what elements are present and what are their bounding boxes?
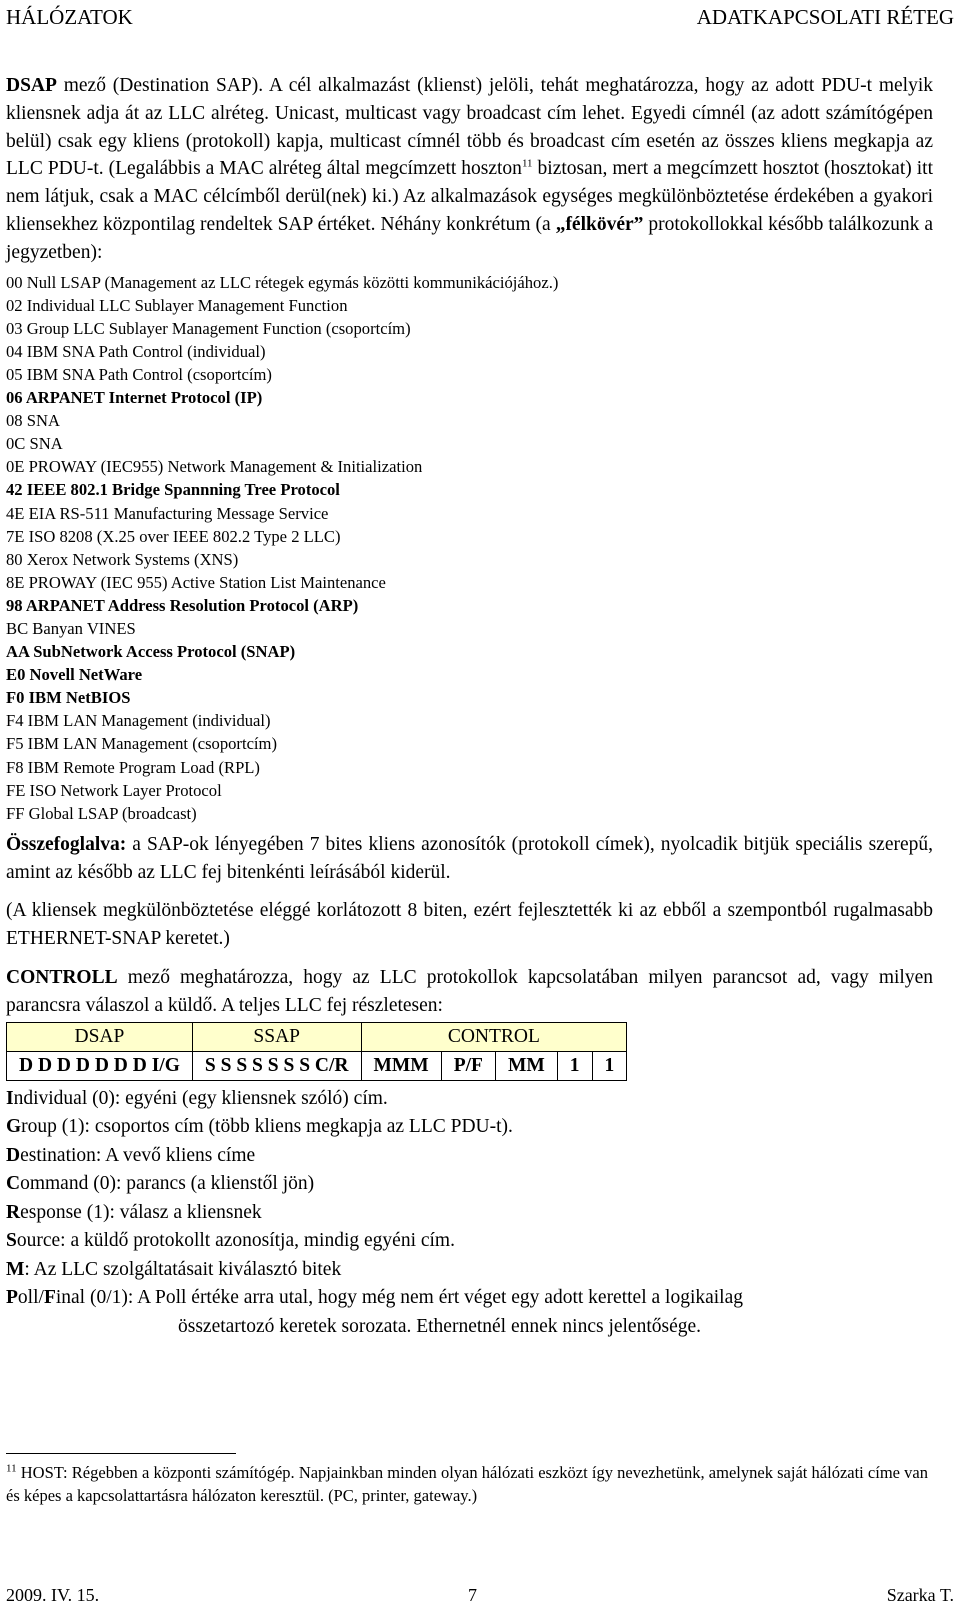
footnote-text: HOST: Régebben a központi számítógép. Napjainkban minden olyan hálózati eszközt így nevezhetünk, amelynek saját hálózati címe van és képes a kapcsolattartásra hálózaton keresztül. (PC, printer, gateway.) bbox=[6, 1463, 928, 1505]
sap-list-item: 80 Xerox Network Systems (XNS) bbox=[6, 549, 239, 569]
def-key: D bbox=[6, 1144, 21, 1166]
field-definitions bbox=[6, 1085, 933, 1342]
sap-list-item: FE ISO Network Layer Protocol bbox=[6, 780, 222, 800]
sap-list-item: 98 ARPANET Address Resolution Protocol (ARP) bbox=[6, 595, 359, 615]
dsap-text-3: protokollokkal később találkozunk a jegyzetben): bbox=[6, 213, 933, 263]
ssap-header-cell: SSAP bbox=[192, 1022, 361, 1051]
llc-bits-row bbox=[7, 1051, 627, 1080]
footnote bbox=[6, 1462, 928, 1507]
sap-list-item: E0 Novell NetWare bbox=[6, 665, 143, 685]
def-source bbox=[6, 1227, 933, 1256]
llc-header-table bbox=[6, 1022, 627, 1081]
sap-list-item: 03 Group LLC Sublayer Management Function (csoportcím) bbox=[6, 318, 411, 338]
header-right: ADATKAPCSOLATI RÉTEG bbox=[696, 5, 954, 29]
control-pf-bit-cell: P/F bbox=[441, 1051, 495, 1080]
def-text: : Az LLC szolgáltatásait kiválasztó bitek bbox=[24, 1258, 342, 1280]
summary-paragraph bbox=[6, 831, 933, 887]
footer-page-number: 7 bbox=[468, 1585, 477, 1605]
sap-list-item: F0 IBM NetBIOS bbox=[6, 688, 131, 708]
control-m2-bits-cell: MM bbox=[495, 1051, 557, 1080]
def-key: M bbox=[6, 1258, 25, 1280]
sap-list-item: 02 Individual LLC Sublayer Management Function bbox=[6, 295, 348, 315]
bold-word: „félkövér” bbox=[555, 213, 644, 235]
sap-list-item: F4 IBM LAN Management (individual) bbox=[6, 711, 271, 731]
sap-list-item: 0C SNA bbox=[6, 434, 63, 454]
def-text: esponse (1): válasz a kliensnek bbox=[20, 1201, 262, 1223]
sap-list-item: 08 SNA bbox=[6, 411, 60, 431]
dsap-text-1: mező (Destination SAP). A cél alkalmazást (klienst) jelöli, tehát meghatározza, hogy az adott PDU-t melyik kliensnek adja át az LLC alréteg. Unicast, multicast vagy broadcast cím lehet. Egyedi címnél (az adott számítógépen belül) csak egy kliens (protokoll) kapja, multicast címnél több és broadcast cím esetén az összes kliens megkapja az LLC PDU-t. (Legalábbis a MAC alréteg által megcímzett hoszton bbox=[6, 75, 933, 180]
sap-list-item: AA SubNetwork Access Protocol (SNAP) bbox=[6, 642, 296, 662]
sap-list-item: 0E PROWAY (IEC955) Network Management & Initialization bbox=[6, 457, 423, 477]
def-individual bbox=[6, 1085, 933, 1114]
def-text: inal (0/1): A Poll értéke arra utal, hogy még nem ért véget egy adott kerettel a logikailag bbox=[55, 1287, 744, 1309]
dsap-bits-cell: D D D D D D D I/G bbox=[7, 1051, 193, 1080]
def-key: R bbox=[6, 1201, 21, 1223]
def-text: ndividual (0): egyéni (egy kliensnek szóló) cím. bbox=[13, 1087, 388, 1109]
def-command bbox=[6, 1170, 933, 1199]
def-group bbox=[6, 1113, 933, 1142]
ssap-bits-cell: S S S S S S S C/R bbox=[192, 1051, 361, 1080]
sap-value-list bbox=[6, 271, 933, 825]
control-header-cell: CONTROL bbox=[361, 1022, 627, 1051]
control-paragraph bbox=[6, 964, 933, 1020]
sap-list-item: 7E ISO 8208 (X.25 over IEEE 802.2 Type 2 LLC) bbox=[6, 526, 341, 546]
page-body bbox=[6, 72, 933, 1341]
def-key: I bbox=[6, 1087, 14, 1109]
def-key: C bbox=[6, 1173, 21, 1195]
sap-list-item: 8E PROWAY (IEC 955) Active Station List Maintenance bbox=[6, 572, 386, 592]
def-response bbox=[6, 1199, 933, 1228]
footnote-number: 11 bbox=[6, 1462, 17, 1475]
summary-term: Összefoglalva: bbox=[6, 833, 127, 855]
sap-list-item: 04 IBM SNA Path Control (individual) bbox=[6, 341, 266, 361]
def-text: estination: A vevő kliens címe bbox=[20, 1144, 256, 1166]
def-poll-final-cont: összetartozó keretek sorozata. Ethernetnél ennek nincs jelentősége. bbox=[178, 1315, 702, 1337]
snap-note: (A kliensek megkülönböztetése eléggé korlátozott 8 biten, ezért fejlesztették ki az ebből a szempontból rugalmasabb ETHERNET-SNAP keretet.) bbox=[6, 900, 933, 950]
def-key: P bbox=[6, 1287, 18, 1309]
def-m-bits bbox=[6, 1256, 933, 1285]
dsap-term: DSAP bbox=[6, 75, 57, 96]
def-text: ommand (0): parancs (a klienstől jön) bbox=[20, 1173, 315, 1195]
sap-list-item: F5 IBM LAN Management (csoportcím) bbox=[6, 734, 277, 754]
control-text: mező meghatározza, hogy az LLC protokollok kapcsolatában milyen parancsot ad, vagy milyen parancsra válaszol a küldő. A teljes LLC fej részletesen: bbox=[6, 967, 933, 1016]
llc-header-row bbox=[7, 1022, 627, 1051]
def-key: S bbox=[6, 1230, 17, 1252]
footer-author: Szarka T. bbox=[886, 1585, 954, 1605]
dsap-paragraph bbox=[6, 72, 933, 267]
sap-list-item: FF Global LSAP (broadcast) bbox=[6, 803, 197, 823]
def-key: G bbox=[6, 1116, 22, 1138]
def-text: roup (1): csoportos cím (több kliens megkapja az LLC PDU-t). bbox=[21, 1116, 513, 1138]
summary-text: a SAP-ok lényegében 7 bites kliens azonosítók (protokoll címek), nyolcadik bitjük speciális szerepű, amint az később az LLC fej bitenkénti leírásából kiderül. bbox=[6, 833, 933, 883]
def-text: ource: a küldő protokollt azonosítja, mindig egyéni cím. bbox=[16, 1230, 455, 1252]
sap-list-item: 00 Null LSAP (Management az LLC rétegek egymás közötti kommunikációjához.) bbox=[6, 272, 559, 292]
def-destination bbox=[6, 1142, 933, 1171]
sap-list-item: BC Banyan VINES bbox=[6, 618, 136, 638]
control-bit-2-cell: 1 bbox=[592, 1051, 627, 1080]
dsap-header-cell: DSAP bbox=[7, 1022, 193, 1051]
control-bit-1-cell: 1 bbox=[557, 1051, 592, 1080]
footnote-ref[interactable]: 11 bbox=[521, 157, 533, 170]
def-text: oll/ bbox=[17, 1287, 44, 1309]
sap-list-item: F8 IBM Remote Program Load (RPL) bbox=[6, 757, 260, 777]
header-left: HÁLÓZATOK bbox=[6, 5, 133, 29]
def-key: F bbox=[43, 1287, 56, 1309]
def-poll-final bbox=[6, 1284, 933, 1313]
page-header bbox=[6, 5, 954, 33]
dsap-text-2: biztosan, mert a megcímzett hosztot (hosztokat) itt nem látjuk, csak a MAC célcímből derül(nek) ki.) Az alkalmazások egységes megkülönböztetése érdekében a gyakori kliensekhez központilag rendeltek SAP értéket. Néhány konkrétum (a bbox=[6, 158, 933, 235]
sap-list-item: 06 ARPANET Internet Protocol (IP) bbox=[6, 388, 263, 408]
footnote-separator bbox=[6, 1453, 236, 1454]
sap-list-item: 05 IBM SNA Path Control (csoportcím) bbox=[6, 364, 272, 384]
footer-date: 2009. IV. 15. bbox=[6, 1585, 100, 1605]
control-term: CONTROLL bbox=[6, 967, 118, 989]
sap-list-item: 42 IEEE 802.1 Bridge Spannning Tree Protocol bbox=[6, 480, 340, 500]
sap-list-item: 4E EIA RS-511 Manufacturing Message Service bbox=[6, 503, 329, 523]
control-m-bits-cell: MMM bbox=[361, 1051, 441, 1080]
